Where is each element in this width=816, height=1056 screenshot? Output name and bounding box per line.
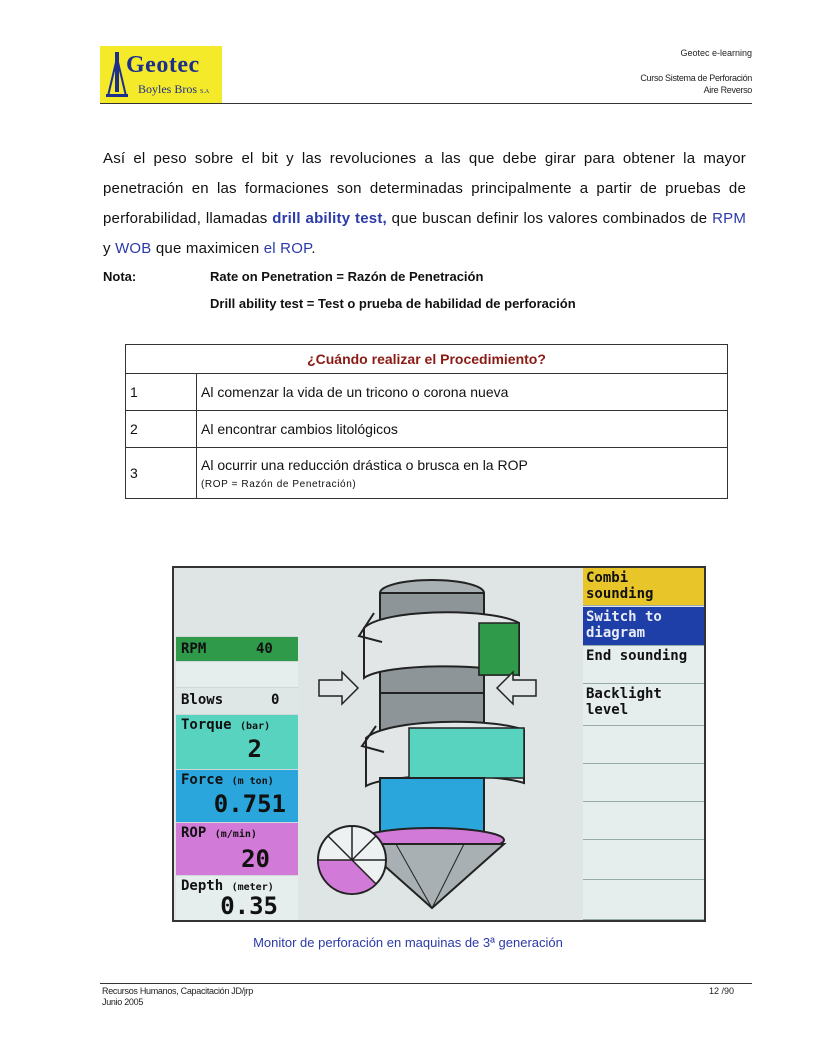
- footer-date: Junio 2005: [102, 997, 144, 1007]
- empty-panel: [176, 661, 298, 688]
- footer-divider: [100, 983, 752, 984]
- procedure-table: [125, 344, 728, 499]
- empty-button: [583, 802, 704, 840]
- empty-button: [583, 764, 704, 802]
- table-row: [126, 411, 728, 448]
- note-line-1: Rate on Penetration = Razón de Penetración: [210, 269, 484, 284]
- page-number: 12 /90: [708, 986, 734, 996]
- logo-subtitle: Boyles Bros S.A: [138, 82, 210, 96]
- footer-left: [102, 986, 253, 1008]
- empty-button: [583, 726, 704, 764]
- row-number: 1: [126, 374, 197, 411]
- header-course-topic: Aire Reverso: [703, 85, 752, 95]
- torque-panel: Torque (bar) 2: [176, 714, 298, 769]
- figure-caption: Monitor de perforación en maquinas de 3ª generación: [253, 935, 563, 950]
- table-title: ¿Cuándo realizar el Procedimiento?: [126, 345, 728, 374]
- empty-button: [583, 840, 704, 880]
- footer-department: Recursos Humanos, Capacitación JD/jrp: [102, 986, 253, 996]
- gauge-icon: [318, 826, 386, 894]
- note-line-2: Drill ability test = Test o prueba de habilidad de perforación: [210, 296, 576, 311]
- note-label: Nota:: [103, 269, 137, 284]
- empty-button: [583, 880, 704, 920]
- header-divider: [100, 103, 752, 104]
- rop-term: el ROP: [263, 240, 312, 257]
- drilling-monitor-screen: [172, 566, 706, 922]
- end-sounding-button[interactable]: End sounding: [583, 646, 704, 684]
- row-text: Al encontrar cambios litológicos: [197, 411, 728, 448]
- row-number: 3: [126, 448, 197, 499]
- row-text-cell: [197, 448, 728, 499]
- row-text: Al ocurrir una reducción drástica o brusca en la ROP: [201, 456, 528, 473]
- depth-panel: Depth (meter) 0.35: [176, 875, 298, 921]
- blows-panel: Blows 0: [176, 687, 298, 714]
- drill-ability-term: drill ability test,: [272, 210, 387, 227]
- drill-rig-icon: [106, 50, 128, 98]
- geotec-logo: [100, 46, 222, 104]
- rpm-term: RPM: [712, 210, 747, 227]
- row-number: 2: [126, 411, 197, 448]
- header-course-site: Geotec e-learning: [680, 48, 752, 58]
- table-row: [126, 374, 728, 411]
- intro-paragraph: Así el peso sobre el bit y las revoluciones a las que debe girar para obtener la mayor penetración en las formaciones son determinadas principalmente a partir de pruebas de perforabilidad, llamadas drill ability test, que buscan definir los valores combinados de RPM y WOB que maximicen el ROP.: [103, 150, 747, 257]
- switch-to-diagram-button[interactable]: Switch to diagram: [583, 607, 704, 646]
- row-subtext: (ROP = Razón de Penetración): [201, 478, 357, 490]
- drill-string-diagram: [304, 568, 579, 920]
- table-row: [126, 448, 728, 499]
- wob-term: WOB: [115, 240, 152, 257]
- force-panel: Force (m ton) 0.751: [176, 769, 298, 822]
- row-text: Al comenzar la vida de un tricono o corona nueva: [197, 374, 728, 411]
- combi-sounding-button[interactable]: Combi sounding: [583, 568, 704, 606]
- rop-panel: ROP (m/min) 20: [176, 822, 298, 875]
- backlight-level-button[interactable]: Backlight level: [583, 684, 704, 726]
- logo-title: Geotec: [126, 52, 200, 78]
- rpm-panel: RPM 40: [176, 636, 298, 662]
- header-course-name: Curso Sistema de Perforación: [640, 73, 752, 83]
